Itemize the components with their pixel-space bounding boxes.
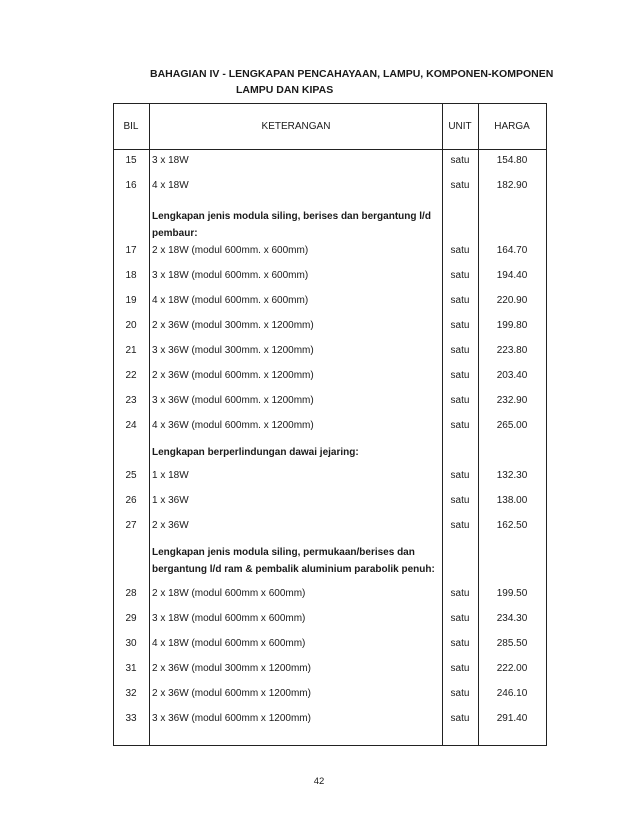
cell-unit: satu [450, 638, 470, 649]
cell-keterangan: 4 x 18W [152, 180, 189, 191]
cell-unit: satu [450, 395, 470, 406]
cell-unit: satu [450, 295, 470, 306]
cell-harga: 220.90 [496, 295, 528, 306]
cell-harga: 132.30 [496, 470, 528, 481]
cell-bil: 15 [125, 155, 137, 166]
cell-harga: 291.40 [496, 713, 528, 724]
section-label: Lengkapan jenis modula siling, berises dan bergantung l/d pembaur: [152, 211, 431, 239]
cell-harga: 194.40 [496, 270, 528, 281]
cell-unit: satu [450, 663, 470, 674]
cell-keterangan: 2 x 36W (modul 300mm x 1200mm) [152, 663, 311, 674]
cell-keterangan: 4 x 18W (modul 600mm. x 600mm) [152, 295, 309, 306]
cell-keterangan: 2 x 36W (modul 600mm. x 1200mm) [152, 370, 314, 381]
cell-harga: 199.80 [496, 320, 528, 331]
cell-harga: 138.00 [496, 495, 528, 506]
cell-bil: 22 [125, 370, 137, 381]
cell-unit: satu [450, 320, 470, 331]
cell-unit: satu [450, 370, 470, 381]
heading-line-2: LAMPU DAN KIPAS [236, 84, 334, 96]
cell-unit: satu [450, 613, 470, 624]
cell-unit: satu [450, 180, 470, 191]
cell-unit: satu [450, 270, 470, 281]
cell-unit: satu [450, 420, 470, 431]
section-label: Lengkapan jenis modula siling, permukaan/berises dan bergantung l/d ram & pembalik aluminium parabolik penuh: [152, 547, 435, 575]
header-keterangan: KETERANGAN [261, 121, 331, 132]
cell-bil: 16 [125, 180, 137, 191]
cell-bil: 25 [125, 470, 137, 481]
header-divider [113, 149, 547, 150]
cell-bil: 20 [125, 320, 137, 331]
cell-unit: satu [450, 688, 470, 699]
cell-keterangan: 1 x 36W [152, 495, 189, 506]
cell-unit: satu [450, 588, 470, 599]
header-harga: HARGA [494, 121, 530, 132]
cell-bil: 18 [125, 270, 137, 281]
cell-keterangan: 3 x 18W (modul 600mm x 600mm) [152, 613, 306, 624]
cell-unit: satu [450, 345, 470, 356]
column-divider-bil [149, 103, 150, 746]
cell-bil: 31 [125, 663, 137, 674]
cell-unit: satu [450, 155, 470, 166]
cell-harga: 265.00 [496, 420, 528, 431]
cell-harga: 222.00 [496, 663, 528, 674]
cell-keterangan: 3 x 36W (modul 600mm. x 1200mm) [152, 395, 314, 406]
cell-unit: satu [450, 713, 470, 724]
cell-keterangan: 2 x 18W (modul 600mm x 600mm) [152, 588, 306, 599]
cell-keterangan: 2 x 18W (modul 600mm. x 600mm) [152, 245, 309, 256]
section-heading [150, 66, 553, 98]
cell-bil: 24 [125, 420, 137, 431]
cell-harga: 164.70 [496, 245, 528, 256]
header-bil: BIL [123, 121, 139, 132]
cell-harga: 182.90 [496, 180, 528, 191]
heading-line-1: BAHAGIAN IV - LENGKAPAN PENCAHAYAAN, LAMPU, KOMPONEN-KOMPONEN [150, 68, 554, 80]
cell-keterangan: 3 x 18W (modul 600mm. x 600mm) [152, 270, 309, 281]
cell-keterangan: 2 x 36W [152, 520, 189, 531]
cell-keterangan: 3 x 18W [152, 155, 189, 166]
cell-bil: 27 [125, 520, 137, 531]
cell-keterangan: 1 x 18W [152, 470, 189, 481]
cell-unit: satu [450, 470, 470, 481]
cell-harga: 199.50 [496, 588, 528, 599]
cell-bil: 17 [125, 245, 137, 256]
cell-unit: satu [450, 520, 470, 531]
header-unit: UNIT [448, 121, 472, 132]
cell-bil: 33 [125, 713, 137, 724]
cell-keterangan: 4 x 36W (modul 600mm. x 1200mm) [152, 420, 314, 431]
cell-harga: 234.30 [496, 613, 528, 624]
cell-keterangan: 4 x 18W (modul 600mm x 600mm) [152, 638, 306, 649]
cell-keterangan: 3 x 36W (modul 600mm x 1200mm) [152, 713, 311, 724]
cell-unit: satu [450, 245, 470, 256]
cell-harga: 232.90 [496, 395, 528, 406]
cell-harga: 246.10 [496, 688, 528, 699]
cell-harga: 285.50 [496, 638, 528, 649]
section-label: Lengkapan berperlindungan dawai jejaring: [152, 447, 359, 458]
cell-unit: satu [450, 495, 470, 506]
cell-keterangan: 2 x 36W (modul 600mm x 1200mm) [152, 688, 311, 699]
cell-bil: 28 [125, 588, 137, 599]
cell-harga: 154.80 [496, 155, 528, 166]
cell-keterangan: 2 x 36W (modul 300mm. x 1200mm) [152, 320, 314, 331]
cell-bil: 26 [125, 495, 137, 506]
cell-harga: 203.40 [496, 370, 528, 381]
cell-bil: 30 [125, 638, 137, 649]
cell-bil: 32 [125, 688, 137, 699]
cell-bil: 23 [125, 395, 137, 406]
cell-keterangan: 3 x 36W (modul 300mm. x 1200mm) [152, 345, 314, 356]
cell-bil: 19 [125, 295, 137, 306]
cell-harga: 223.80 [496, 345, 528, 356]
cell-harga: 162.50 [496, 520, 528, 531]
cell-bil: 21 [125, 345, 137, 356]
page-number: 42 [313, 776, 325, 787]
cell-bil: 29 [125, 613, 137, 624]
